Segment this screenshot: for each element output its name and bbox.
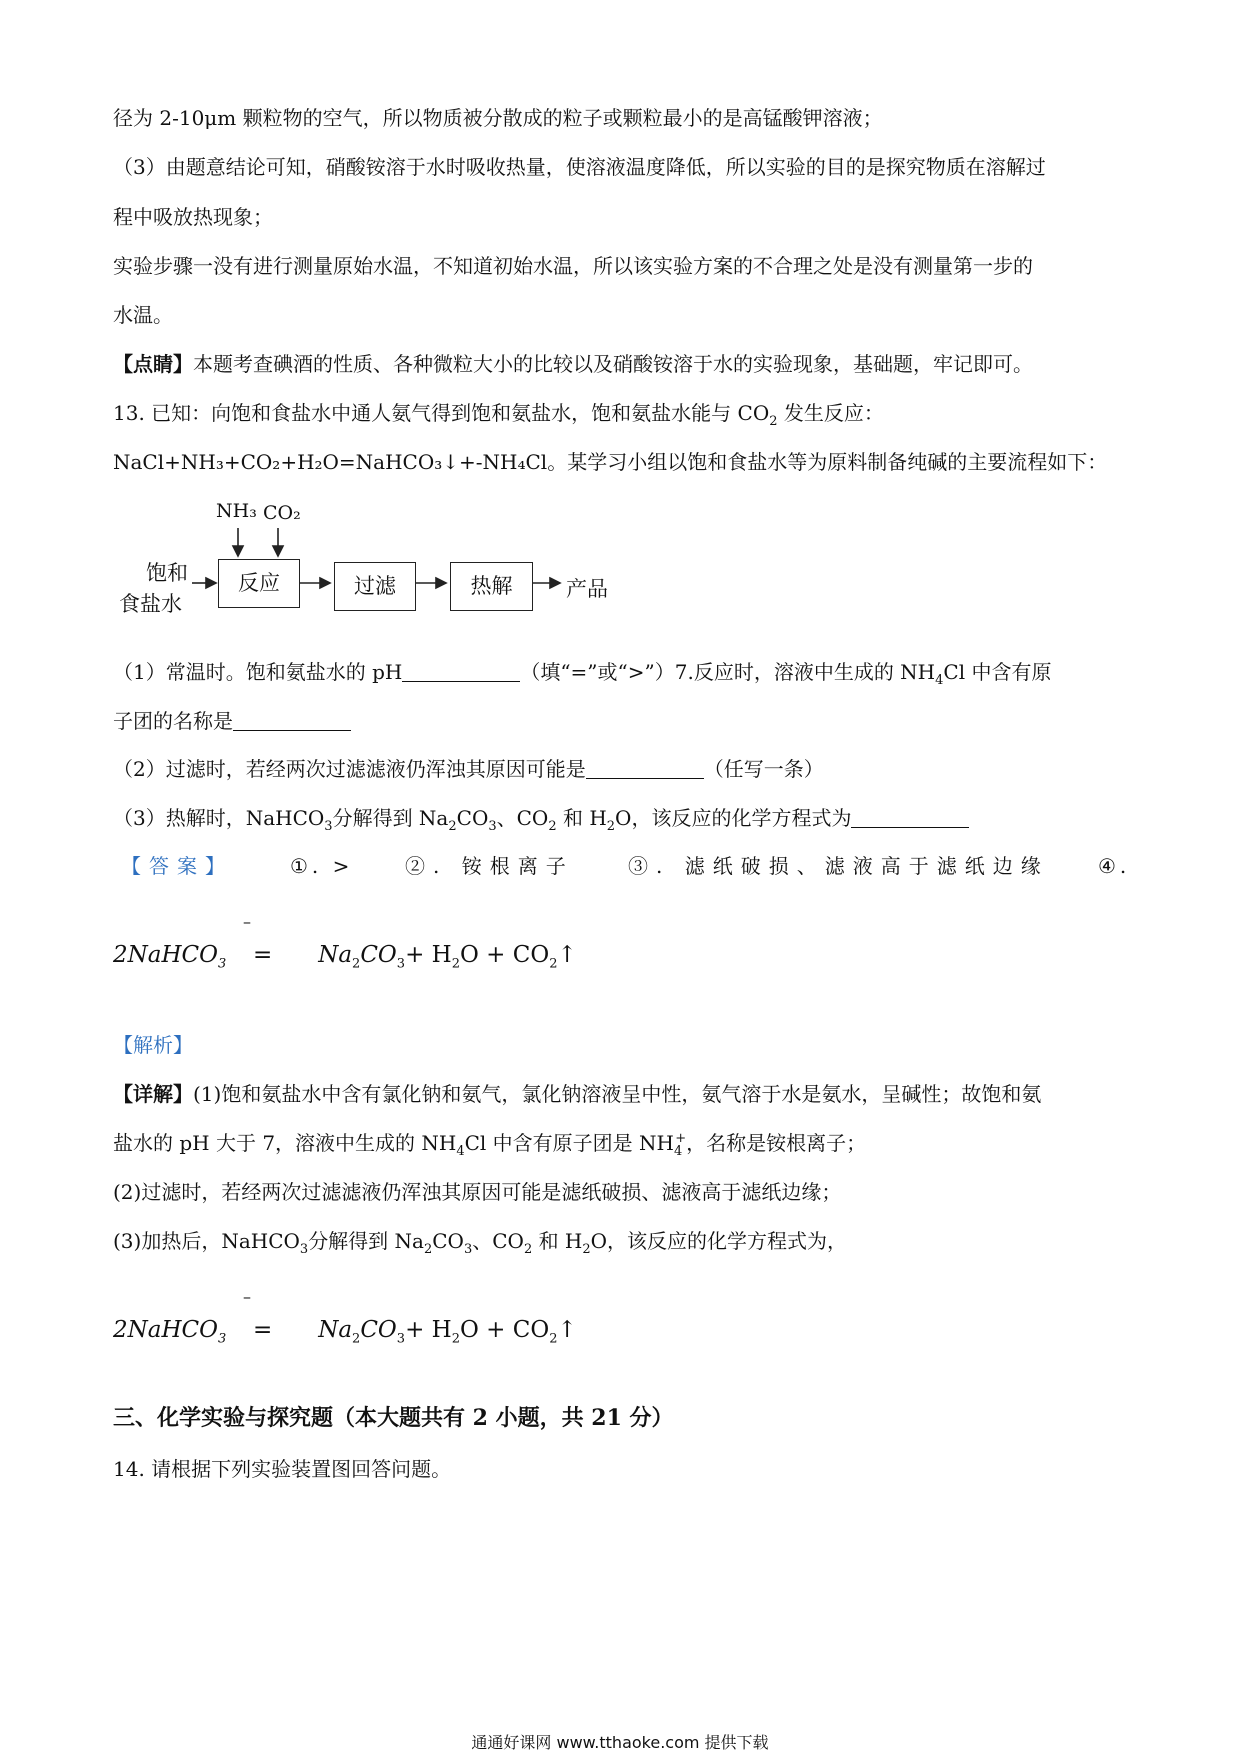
detail-paragraph: 盐水的 pH 大于 7，溶液中生成的 $NH_4Cl$ 中含有原子团是 $NH_4^+$，名称是铵根离子；	[113, 1131, 867, 1159]
answer-blank	[586, 758, 704, 779]
co2-label: CO₂	[263, 502, 301, 524]
question-13-part-1-cont: 子团的名称是	[113, 707, 351, 735]
answer-blank	[402, 661, 520, 682]
nh3-label: NH₃	[216, 500, 257, 522]
answer-4: ④.	[1098, 854, 1131, 878]
flow-box-reaction: 反应	[218, 559, 300, 608]
detail-paragraph: (3)加热后，NaHCO$_3$分解得到 $Na_2CO_3$、$CO_2$ 和 $H_2O$，该反应的化学方程式为，	[113, 1229, 848, 1257]
question-13-intro: 13. 已知：向饱和食盐水中通人氨气得到饱和氨盐水，饱和氨盐水能与 $CO_2$ 发生反应：	[113, 401, 884, 429]
answer-blank	[851, 807, 969, 828]
answer-1: ①. >	[290, 854, 354, 878]
question-14: 14. 请根据下列实验装置图回答问题。	[113, 1457, 452, 1481]
paragraph: 水温。	[113, 303, 173, 327]
detail-paragraph: 【详解】(1)饱和氨盐水中含有氯化钠和氨气，氯化钠溶液呈中性，氨气溶于水是氨水，呈碱性；故饱和氨	[113, 1082, 1042, 1106]
answer-blank	[233, 710, 351, 731]
paragraph: 程中吸放热现象；	[113, 205, 273, 229]
paragraph: 径为 2-10μm 颗粒物的空气，所以物质被分散成的粒子或颗粒最小的是高锰酸钾溶液；	[113, 106, 883, 130]
flow-input-line1: 饱和	[146, 561, 188, 585]
question-13-part-2: （2）过滤时，若经两次过滤滤液仍浑浊其原因可能是 （任写一条）	[113, 757, 824, 781]
analysis-equation: – 2NaHCO$_3$ = $Na_2CO_3+ H_2O$ + $CO_2↑$	[113, 1287, 577, 1347]
question-13-part-1: （1）常温时。饱和氨盐水的 pH （填“=”或“>”）7.反应时，溶液中生成的 $NH_4Cl$ 中含有原	[113, 660, 1052, 688]
flow-output: 产品	[566, 577, 608, 601]
answer-equation: – 2NaHCO$_3$ = $Na_2CO_3+ H_2O$ + $CO_2↑$	[113, 912, 577, 972]
paragraph: （3）由题意结论可知，硝酸铵溶于水时吸收热量，使溶液温度降低，所以实验的目的是探究物质在溶解过	[113, 155, 1046, 179]
paragraph: 实验步骤一没有进行测量原始水温，不知道初始水温，所以该实验方案的不合理之处是没有测量第一步的	[113, 254, 1033, 278]
flow-box-pyrolysis: 热解	[450, 562, 533, 611]
section-heading: 三、化学实验与探究题（本大题共有 2 小题，共 21 分）	[113, 1405, 674, 1431]
answer-label: 【答案】	[121, 854, 233, 878]
equation-condition-mark: –	[243, 1287, 251, 1306]
answer-3: ③. 滤纸破损、滤液高于滤纸边缘	[628, 854, 1049, 878]
question-13-part-3: （3）热解时，NaHCO$_3$分解得到 $Na_2CO_3$、$CO_2$ 和 $H_2O$，该反应的化学方程式为	[113, 804, 969, 832]
page-footer: 通通好课网 www.tthaoke.com 提供下载	[471, 1733, 769, 1752]
question-13-equation: NaCl+NH₃+CO₂+H₂O=NaHCO₃↓+-NH₄Cl。某学习小组以饱和食盐水等为原料制备纯碱的主要流程如下：	[113, 450, 1108, 474]
equation-condition-mark: –	[243, 912, 251, 931]
gas-arrow: ↑	[557, 942, 577, 968]
gas-arrow: ↑	[557, 1317, 577, 1343]
answer-2: ②. 铵根离子	[405, 854, 574, 878]
flow-box-filtration: 过滤	[334, 562, 416, 611]
analysis-label: 【解析】	[113, 1033, 193, 1057]
detail-paragraph: (2)过滤时，若经两次过滤滤液仍浑浊其原因可能是滤纸破损、滤液高于滤纸边缘；	[113, 1180, 842, 1204]
tip-paragraph: 【点睛】本题考查碘酒的性质、各种微粒大小的比较以及硝酸铵溶于水的实验现象，基础题，牢记即可。	[113, 352, 1033, 376]
flow-input-line2: 食盐水	[119, 592, 182, 616]
